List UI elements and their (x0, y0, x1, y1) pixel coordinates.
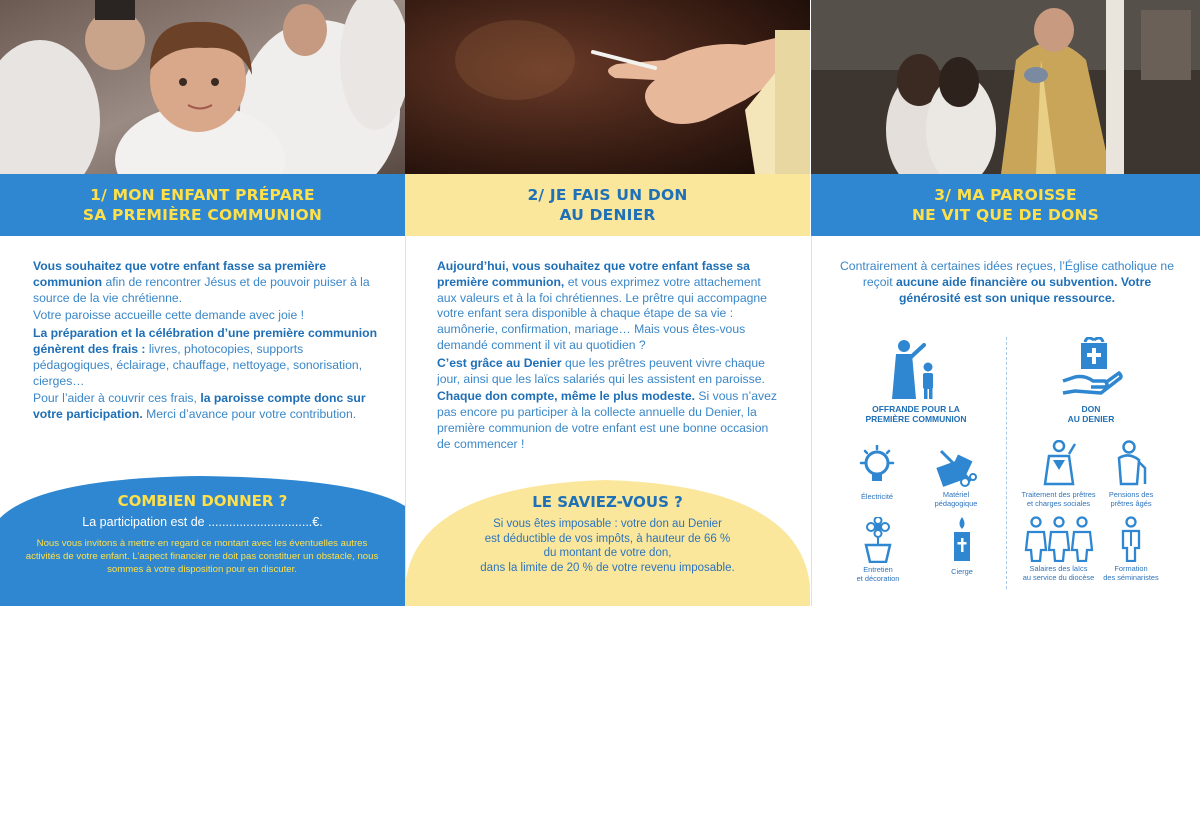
child-in-white-alb-photo (0, 0, 405, 174)
section-title-line-1: 3/ MA PAROISSE (934, 186, 1077, 204)
panel-1-body (33, 259, 378, 425)
section-title-band (811, 174, 1200, 236)
light-bulb-icon (858, 445, 896, 487)
candle-icon (951, 516, 973, 562)
panel-first-communion (0, 0, 405, 606)
materiel-label: Matériel pédagogique (934, 490, 978, 508)
paragraph: Pour l’aider à couvrir ces frais, la paroisse compte donc sur votre participation. Merci d’avance pour votre contribution. (33, 391, 366, 422)
panel-3-intro (839, 259, 1175, 308)
hand-holding-host-photo (405, 0, 810, 174)
paragraph: Vous souhaitez que votre enfant fasse sa première communion afin de rencontrer Jésus et de pouvoir puiser à la source de la vie chrétienne. (33, 259, 370, 305)
text-line: Si vous êtes imposable : votre don au Denier (493, 518, 722, 530)
entretien-label: Entretien et décoration (856, 565, 900, 583)
priest-praying-icon (1039, 440, 1077, 486)
offrande-header: OFFRANDE POUR LA PREMIÈRE COMMUNION (865, 404, 967, 424)
salaires-label: Salaires des laïcs au service du diocèse (1022, 564, 1095, 582)
column-divider (1006, 337, 1007, 589)
school-supplies-icon (935, 447, 977, 487)
text-line: dans la limite de 20 % de votre revenu imposable. (480, 561, 735, 574)
seminarian-icon (1119, 516, 1143, 562)
formation-label: Formation des séminaristes (1103, 564, 1159, 582)
section-title-line-2: NE VIT QUE DE DONS (911, 206, 1100, 224)
section-title-line-1: 2/ JE FAIS UN DON (527, 186, 688, 204)
section-title-line-1: 1/ MON ENFANT PRÉPARE (90, 186, 315, 204)
flower-pot-icon (861, 517, 895, 563)
paragraph: C’est grâce au Denier que les prêtres peuvent vivre chaque jour, ainsi que les laïcs salariés qui les assistent en paroisse. (437, 355, 765, 386)
combien-donner-title: COMBIEN DONNER ? (117, 492, 288, 510)
section-title-band (0, 174, 405, 236)
priest-giving-communion-photo (811, 0, 1200, 174)
gift-hand-icon (1061, 337, 1123, 399)
pensions-label: Pensions des prêtres âgés (1108, 490, 1154, 508)
electricite-label: Électricité (860, 492, 894, 501)
offering-icon (884, 337, 944, 401)
text-line: est déductible de vos impôts, à hauteur de 66 % (484, 532, 731, 545)
saviez-vous-text (405, 517, 810, 575)
traitement-label: Traitement des prêtres et charges sociales (1021, 490, 1096, 508)
paragraph: Contrairement à certaines idées reçues, l’Église catholique ne reçoit aucune aide financière ou subvention. Votre générosité est son unique ressource. (840, 259, 1174, 305)
section-title-band (405, 174, 810, 236)
paragraph: Chaque don compte, même le plus modeste. Si vous n’avez pas encore pu participer à la collecte annuelle du Denier, la première communion de votre enfant est une bonne occasion de commencer ! (437, 389, 777, 451)
don-denier-header: DON AU DENIER (1067, 404, 1115, 424)
section-title-line-2: AU DENIER (559, 206, 656, 224)
paragraph: Aujourd’hui, vous souhaitez que votre enfant fasse sa première communion, et vous exprimez votre attachement aux valeurs et à la foi chrétiennes. Le prêtre qui accompagne votre enfant sera disponible à chaque étape de sa vie : aumônerie, confirmation, mariage… Mais vous êtes-vous demandé comment il vit au quotidien ? (437, 259, 767, 352)
paragraph: La préparation et la célébration d’une première communion génèrent des frais : livres, photocopies, supports pédagogiques, éclairage, chauffage, nettoyage, sonorisation, cierges… (33, 326, 378, 388)
panel-denier-donation (405, 0, 810, 606)
lay-staff-icon (1024, 516, 1094, 562)
section-title-line-2: SA PREMIÈRE COMMUNION (82, 206, 323, 224)
panel-2-body (437, 259, 782, 455)
combien-donner-note: Nous vous invitons à mettre en regard ce montant avec les éventuelles autres activités de votre enfant. L’aspect financier ne doit pas constituer un obstacle, nous sommes à votre disposition pour en discuter. (25, 538, 379, 575)
saviez-vous-title: LE SAVIEZ-VOUS ? (532, 493, 683, 511)
panel-parish-donations (811, 0, 1200, 606)
paragraph: Votre paroisse accueille cette demande avec joie ! (33, 308, 304, 323)
text-line: du montant de votre don, (543, 547, 672, 559)
elderly-priest-icon (1111, 440, 1151, 486)
participation-amount-line: La participation est de ..............................€. (82, 515, 323, 529)
cierge-label: Cierge (951, 567, 973, 576)
